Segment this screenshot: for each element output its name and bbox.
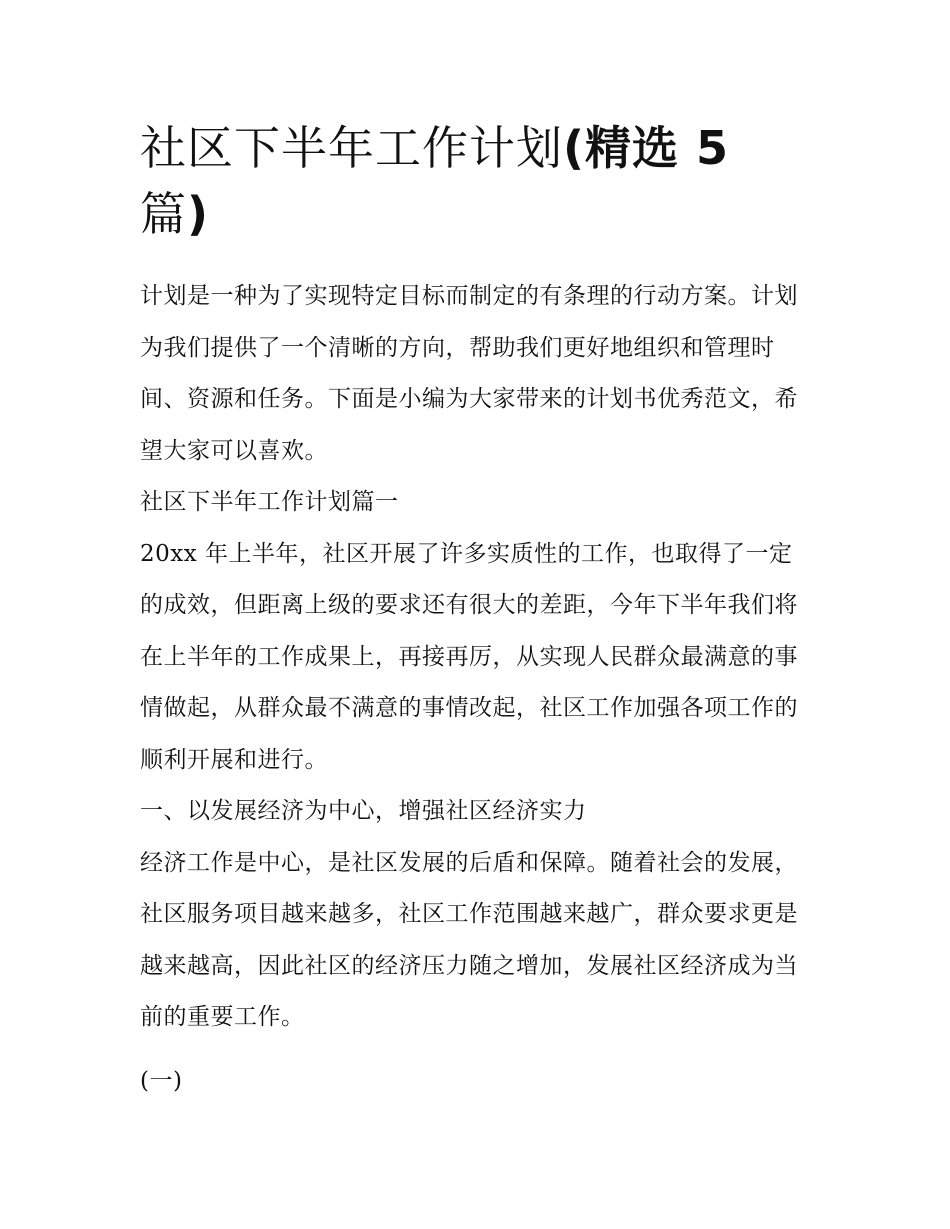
title-main: 社区下半年工作计划 [140, 121, 563, 175]
page-title [140, 115, 812, 247]
sub-item-1: (一) [140, 1067, 183, 1094]
document-body [140, 271, 812, 1107]
title-emphasis-end: ) [187, 187, 210, 241]
title-emphasis-start: (精选 5 [563, 121, 730, 175]
section-heading: 社区下半年工作计划篇一 [140, 489, 399, 515]
paragraph-1: 20xx 年上半年，社区开展了许多实质性的工作，也取得了一定的成效，但距离上级的要求还有很大的差距，今年下半年我们将在上半年的工作成果上，再接再厉，从实现人民群众最满意的事情做起，从群众最不满意的事情改起，社区工作加强各项工作的顺利开展和进行。 [140, 540, 798, 773]
title-second-line: 篇 [140, 187, 187, 241]
document-page [140, 115, 812, 1107]
item-heading-1: 一、以发展经济为中心，增强社区经济实力 [140, 798, 587, 824]
paragraph-2: 经济工作是中心，是社区发展的后盾和保障。随着社会的发展，社区服务项目越来越多，社区工作范围越来越广，群众要求更是越来越高，因此社区的经济压力随之增加，发展社区经济成为当前的重要工作。 [140, 849, 798, 1030]
intro-paragraph: 计划是一种为了实现特定目标而制定的有条理的行动方案。计划为我们提供了一个清晰的方向，帮助我们更好地组织和管理时间、资源和任务。下面是小编为大家带来的计划书优秀范文，希望大家可以喜欢。 [140, 283, 798, 464]
